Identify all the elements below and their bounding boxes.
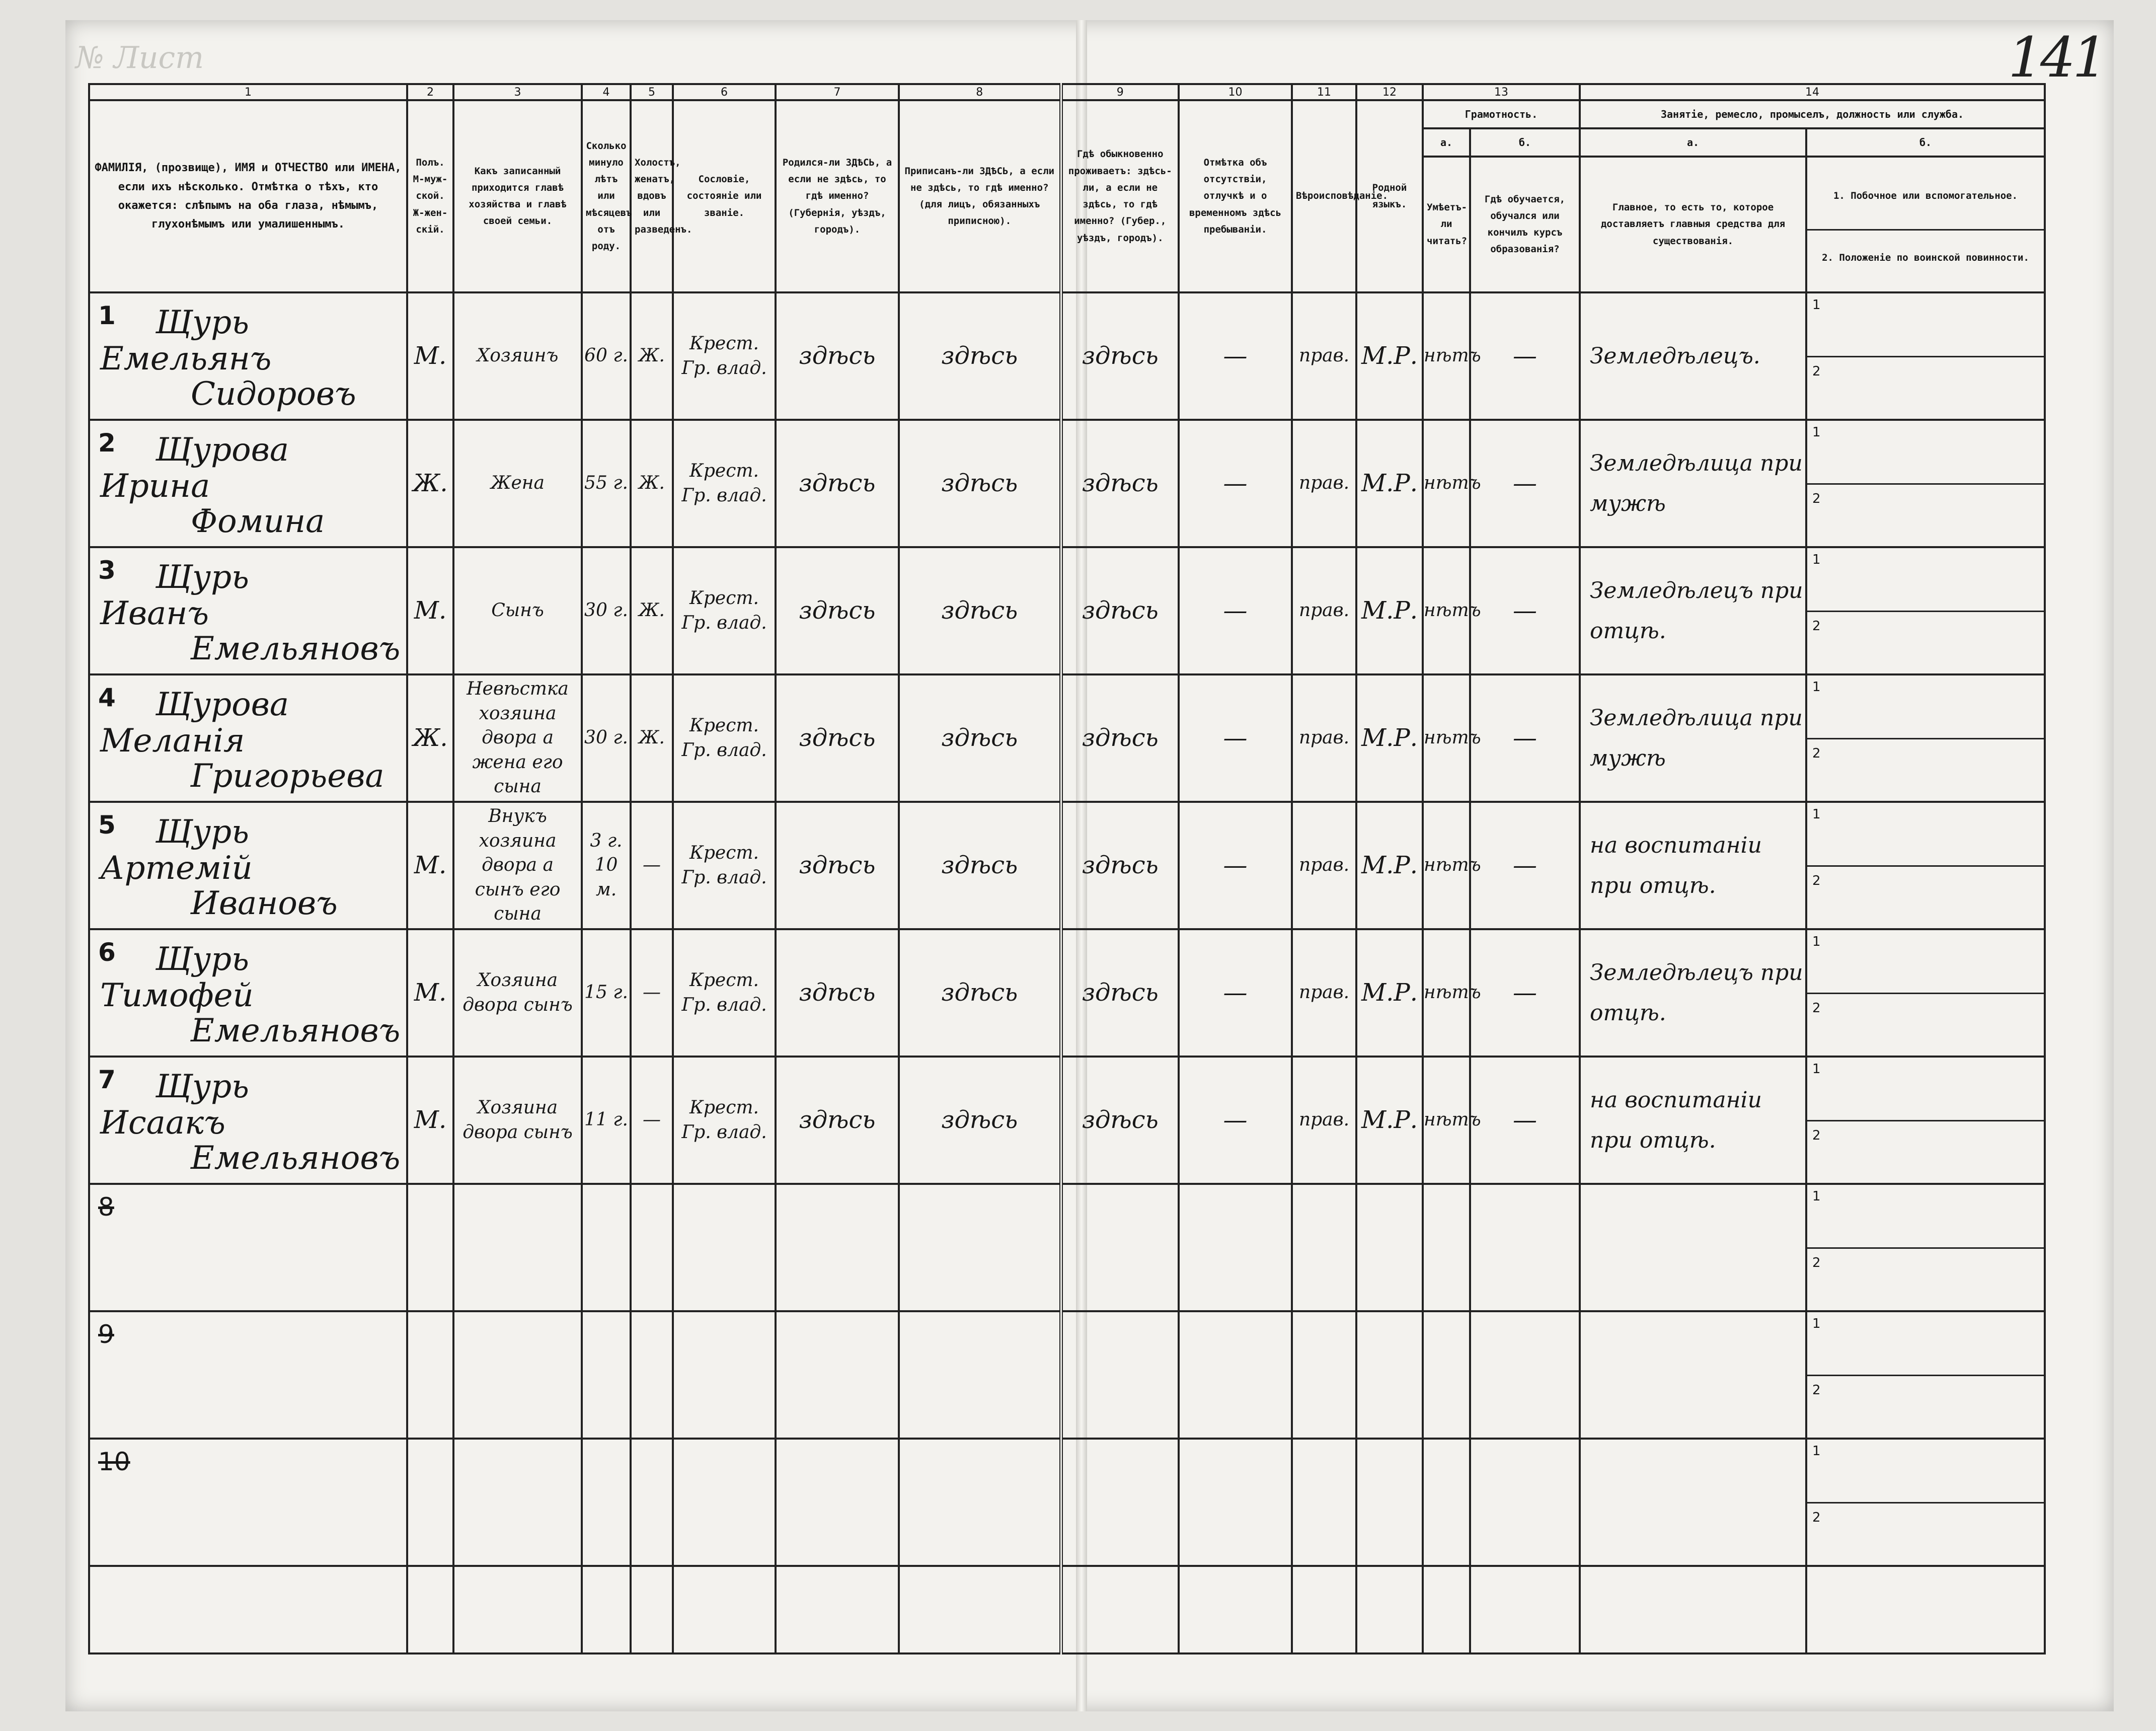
- blank-cell: [1179, 1566, 1292, 1653]
- born-cell: здѣсь: [776, 802, 899, 929]
- main-occupation-cell: Земледѣлецъ.: [1580, 292, 1806, 420]
- col-number: 11: [1292, 84, 1356, 100]
- blank-cell: [776, 1566, 899, 1653]
- education-cell: —: [1470, 1057, 1580, 1184]
- col-number: 5: [631, 84, 673, 100]
- sub-divider: [1807, 1120, 2044, 1121]
- age-cell: 15 г.: [582, 929, 631, 1057]
- religion-cell: прав.: [1292, 547, 1356, 674]
- resides-cell: здѣсь: [1061, 547, 1179, 674]
- faded-stamp: № Лист: [75, 40, 204, 76]
- sub-divider: [1807, 993, 2044, 994]
- given-name: Меланія: [100, 722, 245, 760]
- header-age: Сколько минуло лѣтъ или мѣсяцевъ отъ роду.: [582, 100, 631, 292]
- absence-cell: —: [1179, 292, 1292, 420]
- person-name-cell: [89, 1184, 407, 1311]
- header-sex: Полъ. М-муж-ской. Ж-жен-скій.: [407, 100, 453, 292]
- registered-cell: [899, 1439, 1061, 1566]
- given-name: Иванъ: [100, 595, 209, 632]
- education-cell: —: [1470, 547, 1580, 674]
- header-occupation: Занятіе, ремесло, промыселъ, должность или служба.: [1580, 100, 2045, 128]
- col-number: 7: [776, 84, 899, 100]
- literate-cell: нѣтъ: [1423, 292, 1470, 420]
- language-cell: М.Р.: [1356, 674, 1423, 802]
- blank-cell: [89, 1566, 407, 1653]
- header-row-1: [89, 100, 2045, 128]
- sex-cell: М.: [407, 292, 453, 420]
- patronymic: Емельяновъ: [191, 1140, 401, 1177]
- census-row: [89, 1311, 2045, 1439]
- registered-cell: здѣсь: [899, 929, 1061, 1057]
- registered-cell: здѣсь: [899, 1057, 1061, 1184]
- estate-cell: Крест. Гр. влад.: [673, 547, 776, 674]
- resides-cell: [1061, 1184, 1179, 1311]
- column-number-row: [89, 84, 2045, 100]
- religion-cell: прав.: [1292, 674, 1356, 802]
- main-occupation-cell: Земледѣлица при мужѣ: [1580, 420, 1806, 547]
- col-number: 12: [1356, 84, 1423, 100]
- given-name: Тимофей: [100, 977, 254, 1014]
- header-14b-2: 2. Положеніе по воинской повинности.: [1822, 252, 2029, 263]
- religion-cell: прав.: [1292, 292, 1356, 420]
- education-cell: —: [1470, 802, 1580, 929]
- main-occupation-cell: на воспитаніи при отцѣ.: [1580, 802, 1806, 929]
- census-row: [89, 292, 2045, 420]
- born-cell: здѣсь: [776, 1057, 899, 1184]
- header-literacy: Грамотность.: [1423, 100, 1580, 128]
- resides-cell: [1061, 1439, 1179, 1566]
- resides-cell: здѣсь: [1061, 1057, 1179, 1184]
- relation-cell: Невѣстка хозяина двора а жена его сына: [453, 674, 582, 802]
- blank-cell: [1806, 1566, 2045, 1653]
- education-cell: —: [1470, 420, 1580, 547]
- marital-cell: Ж.: [631, 674, 673, 802]
- relation-cell: [453, 1184, 582, 1311]
- person-name-cell: [89, 1439, 407, 1566]
- sub-line-2: 2: [1812, 873, 1821, 888]
- language-cell: [1356, 1439, 1423, 1566]
- header-marital: Холостъ, женатъ, вдовъ или разведенъ.: [631, 100, 673, 292]
- census-row: [89, 1057, 2045, 1184]
- language-cell: М.Р.: [1356, 929, 1423, 1057]
- blank-cell: [1470, 1566, 1580, 1653]
- patronymic: Григорьева: [191, 758, 384, 795]
- header-13b-letter: б.: [1470, 128, 1580, 157]
- secondary-occupation-cell: [1806, 1439, 2045, 1566]
- census-table: [88, 83, 2046, 1654]
- sub-line-2: 2: [1812, 491, 1821, 506]
- education-cell: [1470, 1311, 1580, 1439]
- sub-line-1: 1: [1812, 425, 1821, 440]
- main-occupation-cell: на воспитаніи при отцѣ.: [1580, 1057, 1806, 1184]
- col-number: 1: [89, 84, 407, 100]
- literate-cell: нѣтъ: [1423, 802, 1470, 929]
- absence-cell: —: [1179, 929, 1292, 1057]
- person-name-cell: [89, 674, 407, 802]
- estate-cell: [673, 1439, 776, 1566]
- sex-cell: Ж.: [407, 674, 453, 802]
- sub-divider: [1807, 483, 2044, 485]
- sex-cell: М.: [407, 547, 453, 674]
- col-number: 2: [407, 84, 453, 100]
- header-relation: Какъ записанный приходится главѣ хозяйства и главѣ своей семьи.: [453, 100, 582, 292]
- sub-line-2: 2: [1812, 1383, 1821, 1398]
- blank-cell: [407, 1566, 453, 1653]
- born-cell: [776, 1311, 899, 1439]
- absence-cell: —: [1179, 674, 1292, 802]
- secondary-occupation-cell: [1806, 929, 2045, 1057]
- blank-cell: [899, 1566, 1061, 1653]
- language-cell: [1356, 1184, 1423, 1311]
- language-cell: М.Р.: [1356, 1057, 1423, 1184]
- census-row: [89, 674, 2045, 802]
- sub-line-2: 2: [1812, 1001, 1821, 1016]
- absence-cell: —: [1179, 802, 1292, 929]
- given-name: Ирина: [100, 468, 210, 505]
- estate-cell: Крест. Гр. влад.: [673, 420, 776, 547]
- row-number: 2: [98, 428, 116, 458]
- blank-cell: [1292, 1566, 1356, 1653]
- sub-line-1: 1: [1812, 934, 1821, 949]
- header-main-occupation: Главное, то есть то, которое доставляетъ главныя средства для существованія.: [1580, 157, 1806, 292]
- blank-cell: [582, 1566, 631, 1653]
- literate-cell: нѣтъ: [1423, 547, 1470, 674]
- language-cell: М.Р.: [1356, 547, 1423, 674]
- col-number: 4: [582, 84, 631, 100]
- born-cell: [776, 1184, 899, 1311]
- registered-cell: здѣсь: [899, 420, 1061, 547]
- census-row: [89, 420, 2045, 547]
- born-cell: здѣсь: [776, 292, 899, 420]
- religion-cell: прав.: [1292, 929, 1356, 1057]
- surname: Щурь: [156, 813, 249, 851]
- sub-line-2: 2: [1812, 1128, 1821, 1143]
- main-occupation-cell: [1580, 1184, 1806, 1311]
- registered-cell: здѣсь: [899, 547, 1061, 674]
- marital-cell: —: [631, 802, 673, 929]
- relation-cell: Хозяина двора сынъ: [453, 1057, 582, 1184]
- estate-cell: [673, 1184, 776, 1311]
- sub-line-2: 2: [1812, 746, 1821, 761]
- person-name-cell: [89, 1311, 407, 1439]
- literate-cell: [1423, 1184, 1470, 1311]
- col-number: 8: [899, 84, 1061, 100]
- education-cell: —: [1470, 674, 1580, 802]
- resides-cell: здѣсь: [1061, 292, 1179, 420]
- estate-cell: Крест. Гр. влад.: [673, 674, 776, 802]
- language-cell: М.Р.: [1356, 802, 1423, 929]
- sub-line-1: 1: [1812, 1444, 1821, 1459]
- secondary-occupation-cell: [1806, 420, 2045, 547]
- sub-divider: [1807, 1502, 2044, 1503]
- surname: Щурь: [156, 559, 249, 596]
- age-cell: 3 г. 10 м.: [582, 802, 631, 929]
- education-cell: —: [1470, 929, 1580, 1057]
- main-occupation-cell: Земледѣлица при мужѣ: [1580, 674, 1806, 802]
- blank-cell: [453, 1566, 582, 1653]
- sub-divider: [1807, 611, 2044, 612]
- language-cell: [1356, 1311, 1423, 1439]
- marital-cell: [631, 1311, 673, 1439]
- secondary-occupation-cell: [1806, 292, 2045, 420]
- secondary-occupation-cell: [1806, 674, 2045, 802]
- sub-line-1: 1: [1812, 807, 1821, 822]
- age-cell: 60 г.: [582, 292, 631, 420]
- header-14a-letter: а.: [1580, 128, 1806, 157]
- row-number: 3: [98, 556, 116, 585]
- sub-line-1: 1: [1812, 552, 1821, 567]
- relation-cell: Хозяина двора сынъ: [453, 929, 582, 1057]
- born-cell: [776, 1439, 899, 1566]
- secondary-occupation-cell: [1806, 1184, 2045, 1311]
- sub-divider: [1807, 356, 2044, 357]
- header-estate: Сословіе, состояніе или званіе.: [673, 100, 776, 292]
- registered-cell: [899, 1311, 1061, 1439]
- bottom-blank-row: [89, 1566, 2045, 1653]
- main-occupation-cell: Земледѣлецъ при отцѣ.: [1580, 547, 1806, 674]
- patronymic: Ивановъ: [191, 885, 338, 922]
- religion-cell: [1292, 1184, 1356, 1311]
- header-absence: Отмѣтка объ отсутствіи, отлучкѣ и о временномъ здѣсь пребываніи.: [1179, 100, 1292, 292]
- person-name-cell: [89, 292, 407, 420]
- sub-divider: [1807, 738, 2044, 739]
- absence-cell: [1179, 1184, 1292, 1311]
- marital-cell: Ж.: [631, 420, 673, 547]
- sub-divider: [1807, 1375, 2044, 1376]
- sub-line-2: 2: [1812, 1255, 1821, 1270]
- sex-cell: Ж.: [407, 420, 453, 547]
- estate-cell: [673, 1311, 776, 1439]
- age-cell: 11 г.: [582, 1057, 631, 1184]
- blank-cell: [1061, 1566, 1179, 1653]
- relation-cell: Внукъ хозяина двора а сынъ его сына: [453, 802, 582, 929]
- sub-line-1: 1: [1812, 1316, 1821, 1331]
- born-cell: здѣсь: [776, 420, 899, 547]
- resides-cell: здѣсь: [1061, 420, 1179, 547]
- absence-cell: —: [1179, 1057, 1292, 1184]
- sex-cell: [407, 1184, 453, 1311]
- surname: Щурь: [156, 1068, 249, 1105]
- blank-cell: [1580, 1566, 1806, 1653]
- surname: Щурь: [156, 304, 249, 341]
- row-number: 6: [98, 938, 116, 967]
- census-row: [89, 1184, 2045, 1311]
- person-name-cell: [89, 420, 407, 547]
- header-can-read: Умѣетъ-ли читать?: [1423, 157, 1470, 292]
- col-number: 9: [1061, 84, 1179, 100]
- col-number: 6: [673, 84, 776, 100]
- relation-cell: [453, 1439, 582, 1566]
- secondary-occupation-cell: [1806, 1311, 2045, 1439]
- header-14b-letter: б.: [1806, 128, 2045, 157]
- religion-cell: [1292, 1311, 1356, 1439]
- given-name: Исаакъ: [100, 1104, 225, 1142]
- col-number: 13: [1423, 84, 1580, 100]
- header-born: Родился-ли ЗДѢСЬ, а если не здѣсь, то гдѣ именно? (Губернія, уѣздъ, городъ).: [776, 100, 899, 292]
- resides-cell: здѣсь: [1061, 802, 1179, 929]
- person-name-cell: [89, 547, 407, 674]
- sex-cell: М.: [407, 802, 453, 929]
- born-cell: здѣсь: [776, 547, 899, 674]
- header-registered: Приписанъ-ли ЗДѢСЬ, а если не здѣсь, то гдѣ именно? (для лицъ, обязанныхъ приписною).: [899, 100, 1061, 292]
- registered-cell: [899, 1184, 1061, 1311]
- literate-cell: [1423, 1311, 1470, 1439]
- sex-cell: [407, 1311, 453, 1439]
- absence-cell: [1179, 1311, 1292, 1439]
- born-cell: здѣсь: [776, 674, 899, 802]
- relation-cell: Сынъ: [453, 547, 582, 674]
- marital-cell: [631, 1184, 673, 1311]
- registered-cell: здѣсь: [899, 674, 1061, 802]
- absence-cell: [1179, 1439, 1292, 1566]
- relation-cell: [453, 1311, 582, 1439]
- estate-cell: Крест. Гр. влад.: [673, 802, 776, 929]
- sex-cell: [407, 1439, 453, 1566]
- absence-cell: —: [1179, 420, 1292, 547]
- estate-cell: Крест. Гр. влад.: [673, 292, 776, 420]
- page-number: 141: [2008, 25, 2105, 90]
- secondary-occupation-cell: [1806, 802, 2045, 929]
- header-14b-1: 1. Побочное или вспомогательное.: [1807, 164, 2044, 231]
- registered-cell: здѣсь: [899, 802, 1061, 929]
- header-name: ФАМИЛІЯ, (прозвище), ИМЯ и ОТЧЕСТВО или ИМЕНА, если ихъ нѣсколько. Отмѣтка о тѣхъ, кто окажется: слѣпымъ на оба глаза, нѣмымъ, глухонѣмымъ или умалишеннымъ.: [89, 100, 407, 292]
- sub-line-1: 1: [1812, 1189, 1821, 1204]
- header-religion: Вѣроисповѣданіе.: [1292, 100, 1356, 292]
- surname: Щурь: [156, 941, 249, 978]
- marital-cell: —: [631, 929, 673, 1057]
- person-name-cell: [89, 802, 407, 929]
- header-secondary-occupation: [1806, 157, 2045, 292]
- literate-cell: нѣтъ: [1423, 420, 1470, 547]
- age-cell: 30 г.: [582, 547, 631, 674]
- header-education: Гдѣ обучается, обучался или кончилъ курсъ образованія?: [1470, 157, 1580, 292]
- sub-divider: [1807, 1247, 2044, 1249]
- age-cell: 55 г.: [582, 420, 631, 547]
- main-occupation-cell: [1580, 1311, 1806, 1439]
- surname: Щурова: [156, 686, 289, 723]
- sub-line-1: 1: [1812, 297, 1821, 313]
- census-row: [89, 802, 2045, 929]
- header-13a-letter: а.: [1423, 128, 1470, 157]
- sub-line-2: 2: [1812, 1510, 1821, 1525]
- census-row: [89, 547, 2045, 674]
- surname: Щурова: [156, 431, 289, 469]
- given-name: Артемій: [100, 850, 253, 887]
- born-cell: здѣсь: [776, 929, 899, 1057]
- resides-cell: здѣсь: [1061, 674, 1179, 802]
- header-resides: Гдѣ обыкновенно проживаетъ: здѣсь-ли, а если не здѣсь, то гдѣ именно? (Губер., уѣздъ, городъ).: [1061, 100, 1179, 292]
- marital-cell: Ж.: [631, 292, 673, 420]
- secondary-occupation-cell: [1806, 1057, 2045, 1184]
- age-cell: [582, 1184, 631, 1311]
- religion-cell: прав.: [1292, 420, 1356, 547]
- main-occupation-cell: [1580, 1439, 1806, 1566]
- sex-cell: М.: [407, 929, 453, 1057]
- estate-cell: Крест. Гр. влад.: [673, 1057, 776, 1184]
- sub-divider: [1807, 865, 2044, 867]
- sub-line-1: 1: [1812, 1062, 1821, 1077]
- literate-cell: нѣтъ: [1423, 674, 1470, 802]
- sub-line-1: 1: [1812, 680, 1821, 695]
- marital-cell: [631, 1439, 673, 1566]
- registered-cell: здѣсь: [899, 292, 1061, 420]
- literate-cell: [1423, 1439, 1470, 1566]
- blank-cell: [673, 1566, 776, 1653]
- row-number: 10: [98, 1447, 130, 1476]
- relation-cell: Жена: [453, 420, 582, 547]
- secondary-occupation-cell: [1806, 547, 2045, 674]
- marital-cell: Ж.: [631, 547, 673, 674]
- given-name: Емельянъ: [100, 340, 272, 378]
- literate-cell: нѣтъ: [1423, 1057, 1470, 1184]
- resides-cell: здѣсь: [1061, 929, 1179, 1057]
- row-number: 7: [98, 1065, 116, 1094]
- patronymic: Фомина: [191, 503, 325, 540]
- marital-cell: —: [631, 1057, 673, 1184]
- header-language: Родной языкъ.: [1356, 100, 1423, 292]
- age-cell: [582, 1311, 631, 1439]
- education-cell: —: [1470, 292, 1580, 420]
- census-row: [89, 929, 2045, 1057]
- absence-cell: —: [1179, 547, 1292, 674]
- row-number: 1: [98, 301, 116, 330]
- estate-cell: Крест. Гр. влад.: [673, 929, 776, 1057]
- blank-cell: [1423, 1566, 1470, 1653]
- blank-cell: [631, 1566, 673, 1653]
- resides-cell: [1061, 1311, 1179, 1439]
- person-name-cell: [89, 1057, 407, 1184]
- sub-line-2: 2: [1812, 619, 1821, 634]
- row-number: 4: [98, 683, 116, 712]
- row-number: 5: [98, 810, 116, 840]
- census-row: [89, 1439, 2045, 1566]
- age-cell: 30 г.: [582, 674, 631, 802]
- language-cell: М.Р.: [1356, 420, 1423, 547]
- col-number: 14: [1580, 84, 2045, 100]
- literate-cell: нѣтъ: [1423, 929, 1470, 1057]
- person-name-cell: [89, 929, 407, 1057]
- patronymic: Емельяновъ: [191, 1012, 401, 1049]
- language-cell: М.Р.: [1356, 292, 1423, 420]
- main-occupation-cell: Земледѣлецъ при отцѣ.: [1580, 929, 1806, 1057]
- education-cell: [1470, 1439, 1580, 1566]
- col-number: 3: [453, 84, 582, 100]
- religion-cell: прав.: [1292, 1057, 1356, 1184]
- patronymic: Емельяновъ: [191, 630, 401, 667]
- sub-line-2: 2: [1812, 364, 1821, 379]
- patronymic: Сидоровъ: [191, 375, 356, 413]
- col-number: 10: [1179, 84, 1292, 100]
- blank-cell: [1356, 1566, 1423, 1653]
- sex-cell: М.: [407, 1057, 453, 1184]
- age-cell: [582, 1439, 631, 1566]
- religion-cell: прав.: [1292, 802, 1356, 929]
- row-number: 8: [98, 1192, 114, 1222]
- education-cell: [1470, 1184, 1580, 1311]
- religion-cell: [1292, 1439, 1356, 1566]
- row-number: 9: [98, 1320, 114, 1349]
- relation-cell: Хозяинъ: [453, 292, 582, 420]
